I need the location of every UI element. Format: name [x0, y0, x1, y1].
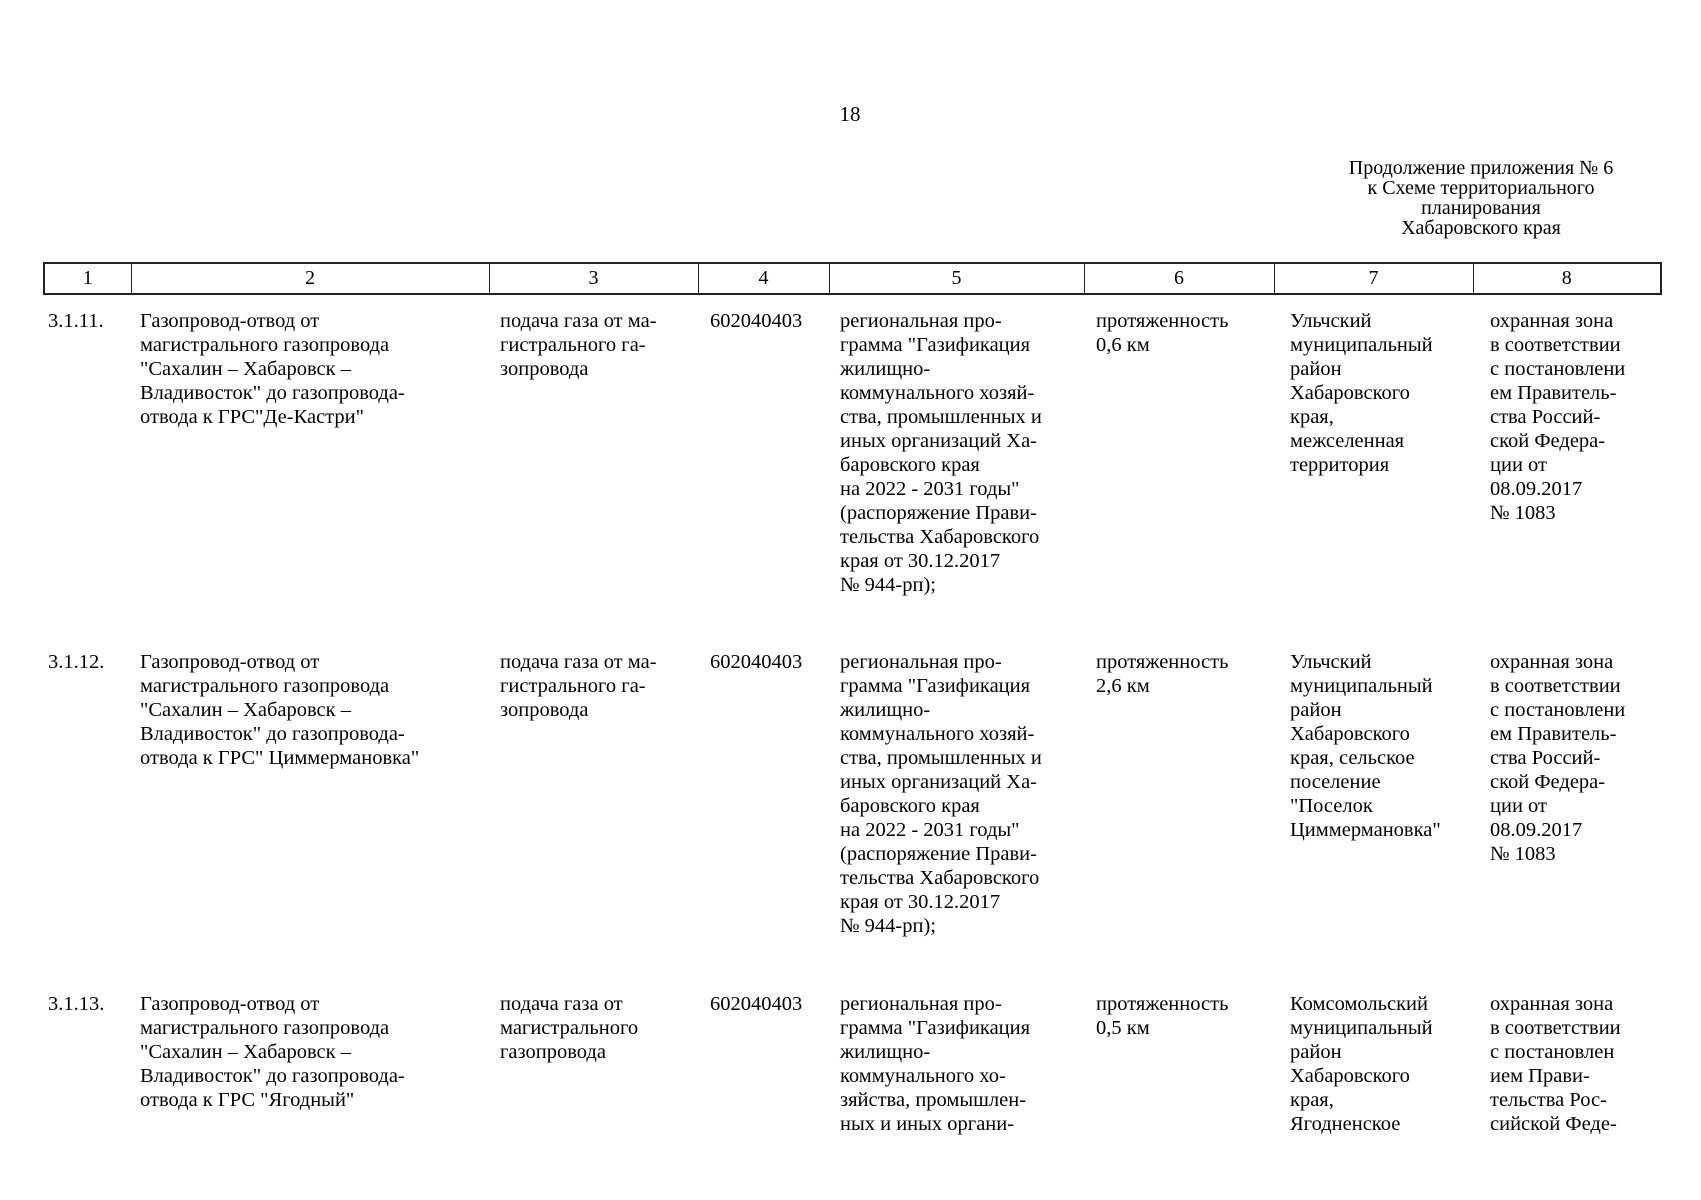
- object-purpose: подача газа от ма- гистрального га- зопровода: [500, 651, 657, 721]
- appendix-line-3: планирования: [1421, 197, 1541, 219]
- appendix-line-4: Хабаровского края: [1401, 217, 1561, 239]
- object-purpose: подача газа от магистрального газопровода: [500, 993, 639, 1063]
- object-characteristics: протяженность 0,6 км: [1096, 310, 1229, 356]
- object-name: Газопровод-отвод от магистрального газопровода "Сахалин – Хабаровск – Владивосток" до газопровода- отвода к ГРС" Циммермановка": [140, 651, 420, 769]
- object-code: 602040403: [710, 310, 803, 332]
- column-number: 3: [489, 263, 698, 294]
- object-location: Ульчский муниципальный район Хабаровского края, межселенная территория: [1290, 310, 1433, 476]
- object-basis: региональная про- грамма "Газификация жилищно- коммунального хо- зяйства, промышлен- ных и иных органи-: [840, 993, 1031, 1135]
- page-number: 18: [839, 102, 861, 126]
- column-number: 4: [698, 263, 829, 294]
- object-zone: охранная зона в соответствии с постановлен ием Прави- тельства Рос- сийской Феде-: [1490, 993, 1621, 1135]
- column-number: 1: [44, 263, 131, 294]
- appendix-header: [1301, 158, 1661, 238]
- row-number: 3.1.11.: [48, 310, 104, 332]
- object-location: Комсомольский муниципальный район Хабаровского края, Ягодненское: [1290, 993, 1433, 1135]
- column-number: 7: [1274, 263, 1473, 294]
- object-basis: региональная про- грамма "Газификация жилищно- коммунального хозяй- ства, промышленных и иных организаций Ха- баровского края на 2022 - 2031 годы" (распоряжение Прави- тельства Хабаровского края от 30.12.2017 № 944-рп);: [840, 651, 1042, 937]
- column-number-header: [43, 262, 1662, 295]
- appendix-line-1: Продолжение приложения № 6: [1348, 157, 1614, 179]
- column-number: 2: [131, 263, 489, 294]
- object-name: Газопровод-отвод от магистрального газопровода "Сахалин – Хабаровск – Владивосток" до газопровода- отвода к ГРС"Де-Кастри": [140, 310, 405, 428]
- object-zone: охранная зона в соответствии с постановлени ем Правитель- ства Россий- ской Федера- ции от 08.09.2017 № 1083: [1490, 310, 1626, 524]
- row-number: 3.1.12.: [48, 651, 105, 673]
- object-zone: охранная зона в соответствии с постановлени ем Правитель- ства Россий- ской Федера- ции от 08.09.2017 № 1083: [1490, 651, 1626, 865]
- column-number: 5: [829, 263, 1084, 294]
- object-code: 602040403: [710, 993, 803, 1015]
- appendix-line-2: к Схеме территориального: [1367, 177, 1595, 199]
- object-characteristics: протяженность 2,6 км: [1096, 651, 1229, 697]
- column-number: 6: [1084, 263, 1274, 294]
- row-number: 3.1.13.: [48, 993, 105, 1015]
- object-basis: региональная про- грамма "Газификация жилищно- коммунального хозяй- ства, промышленных и иных организаций Ха- баровского края на 2022 - 2031 годы" (распоряжение Прави- тельства Хабаровского края от 30.12.2017 № 944-рп);: [840, 310, 1042, 596]
- object-location: Ульчский муниципальный район Хабаровского края, сельское поселение "Поселок Циммермановка": [1290, 651, 1441, 841]
- object-characteristics: протяженность 0,5 км: [1096, 993, 1229, 1039]
- column-number: 8: [1473, 263, 1661, 294]
- object-name: Газопровод-отвод от магистрального газопровода "Сахалин – Хабаровск – Владивосток" до газопровода- отвода к ГРС "Ягодный": [140, 993, 405, 1111]
- object-purpose: подача газа от ма- гистрального га- зопровода: [500, 310, 657, 380]
- object-code: 602040403: [710, 651, 803, 673]
